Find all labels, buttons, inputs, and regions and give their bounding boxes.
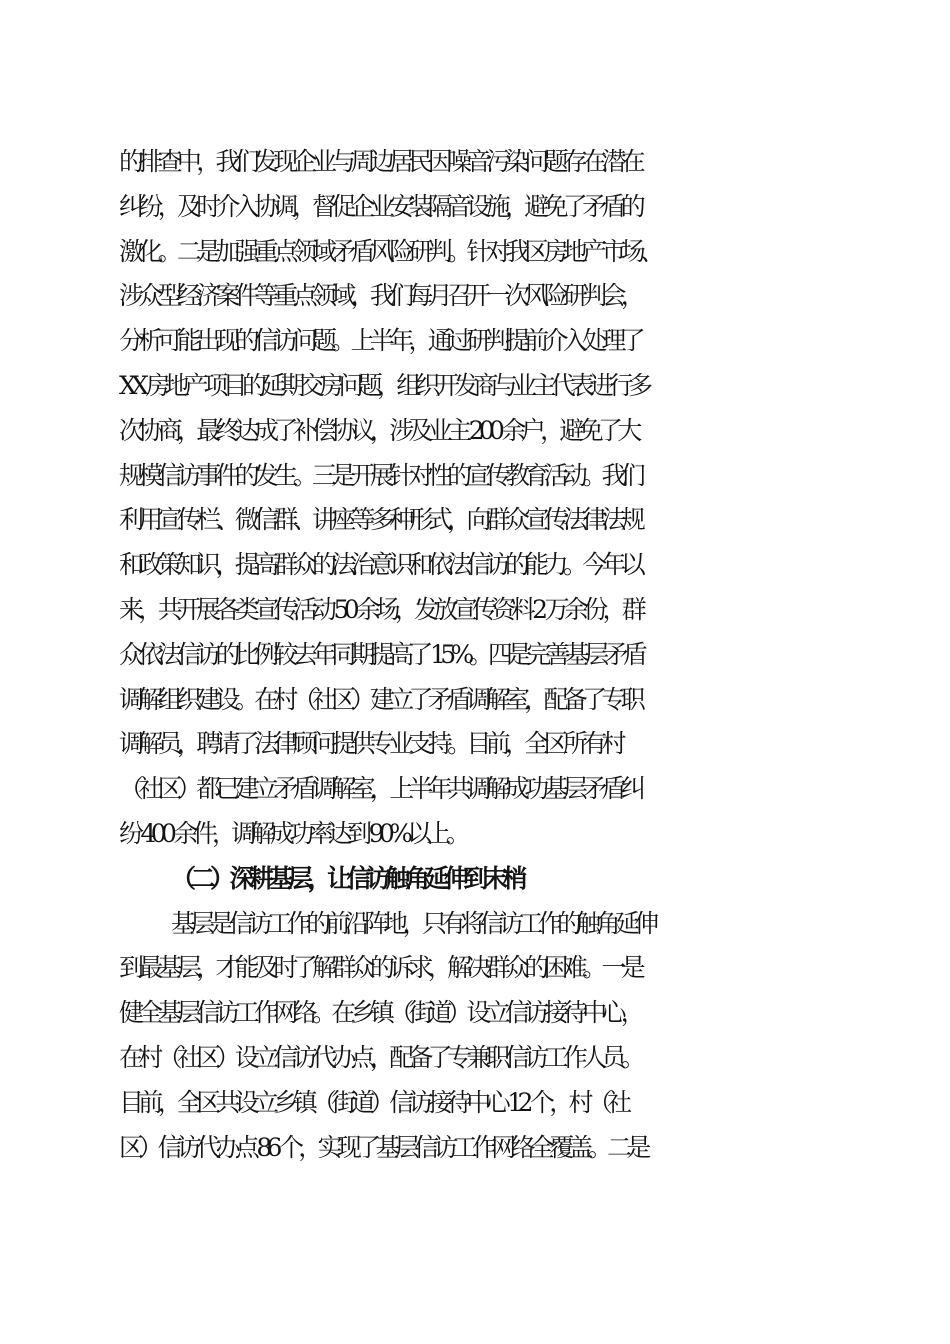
- text-line: 分析可能出现的信访问题。上半年，通过研判提前介入处理了: [119, 326, 641, 356]
- text-line: 目前，全区共设立乡镇（街道）信访接待中心 12 个，村（社: [119, 1087, 627, 1117]
- text-line: 基层是信访工作的前沿阵地，只有将信访工作的触角延伸: [171, 908, 654, 938]
- text-line: 次协商，最终达成了补偿协议，涉及业主 200 余户，避免了大: [119, 415, 637, 445]
- text-line: 和政策知识，提高群众的法治意识和依法信访的能力。今年以: [119, 550, 641, 580]
- text-line: 调解组织建设。在村（社区）建立了矛盾调解室，配备了专职: [119, 684, 641, 714]
- document-body: [0, 140, 950, 1170]
- text-line: 来，共开展各类宣传活动 50 余场，发放宣传资料 2 万余份，群: [119, 594, 642, 624]
- text-line: 健全基层信访工作网络。在乡镇（街道）设立信访接待中心，: [119, 998, 641, 1028]
- text-line: 纷 400 余件，调解成功率达到 90%以上。: [119, 818, 466, 848]
- text-line: （社区）都已建立矛盾调解室，上半年共调解成功基层矛盾纠: [119, 774, 641, 804]
- text-line: 在村（社区）设立信访代办点，配备了专兼职信访工作人员。: [119, 1042, 641, 1072]
- section-heading: （二）深耕基层，让信访触角延伸到末梢: [171, 863, 523, 893]
- text-line: 激化。二是加强重点领域矛盾风险研判。针对我区房地产市场、: [119, 236, 660, 266]
- text-line: 纠纷，及时介入协调，督促企业安装隔音设施，避免了矛盾的: [119, 191, 641, 221]
- text-line: 规模信访事件的发生。三是开展针对性的宣传教育活动。我们: [119, 460, 641, 490]
- text-line: 到最基层，才能及时了解群众的诉求，解决群众的困难。一是: [119, 953, 641, 983]
- text-line: 涉众型经济案件等重点领域，我们每月召开一次风险研判会，: [119, 281, 641, 311]
- text-line: 调解员，聘请了法律顾问提供专业支持。目前，全区所有村: [119, 729, 621, 759]
- text-line: 利用宣传栏、微信群、讲座等多种形式，向群众宣传法律法规: [119, 505, 641, 535]
- text-line: XX 房地产项目的延期交房问题，组织开发商与业主代表进行多: [119, 370, 648, 400]
- text-line: 众依法信访的比例较去年同期提高了 15%。四是完善基层矛盾: [119, 639, 643, 669]
- text-line: 区）信访代办点 86 个，实现了基层信访工作网络全覆盖。二是: [119, 1132, 646, 1162]
- text-line: 的排查中，我们发现企业与周边居民因噪音污染问题存在潜在: [119, 147, 641, 176]
